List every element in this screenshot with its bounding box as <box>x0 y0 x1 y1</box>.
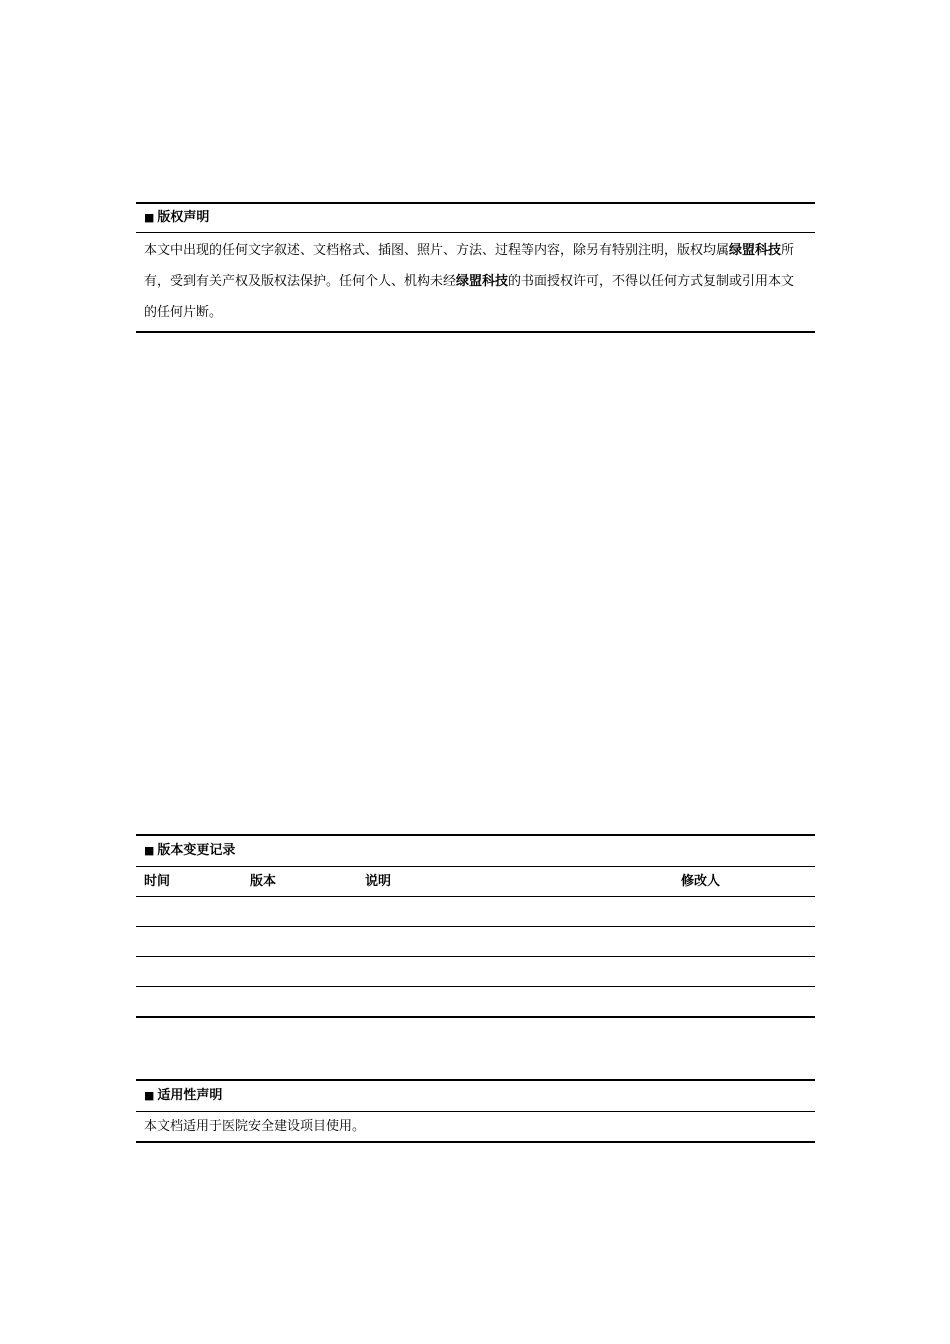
square-bullet-icon: ■ <box>144 211 155 224</box>
changelog-header-row <box>136 867 815 897</box>
table-row <box>136 957 815 987</box>
copyright-text-part2: 所有，受到有关产权及版权法保护。任何个人、机构未经 <box>144 243 795 289</box>
changelog-section <box>136 834 815 1018</box>
square-bullet-icon: ■ <box>144 1089 155 1102</box>
copyright-text-part3: 的书面授权许可，不得以任何方式复制或引用本文的任何片断。 <box>144 274 795 320</box>
applicability-text: 本文档适用于医院安全建设项目使用。 <box>144 1119 366 1134</box>
applicability-title <box>136 1081 815 1112</box>
table-row <box>136 927 815 957</box>
column-header-description: 说明 <box>365 874 392 889</box>
brand-name: 绿盟科技 <box>456 274 509 289</box>
table-row <box>136 897 815 927</box>
changelog-title-text: 版本变更记录 <box>157 843 236 858</box>
applicability-title-text: 适用性声明 <box>157 1088 223 1103</box>
copyright-title <box>136 204 815 233</box>
table-row <box>136 987 815 1016</box>
column-header-modifier: 修改人 <box>681 874 721 889</box>
copyright-section <box>136 202 815 333</box>
square-bullet-icon: ■ <box>144 844 155 857</box>
column-header-version: 版本 <box>250 874 277 889</box>
copyright-title-text: 版权声明 <box>157 210 210 225</box>
copyright-text <box>136 233 815 331</box>
brand-name: 绿盟科技 <box>729 243 782 258</box>
changelog-title <box>136 836 815 867</box>
column-header-time: 时间 <box>144 874 171 889</box>
applicability-section <box>136 1079 815 1143</box>
copyright-text-part1: 本文中出现的任何文字叙述、文档格式、插图、照片、方法、过程等内容，除另有特别注明，版权均属 <box>144 243 730 258</box>
